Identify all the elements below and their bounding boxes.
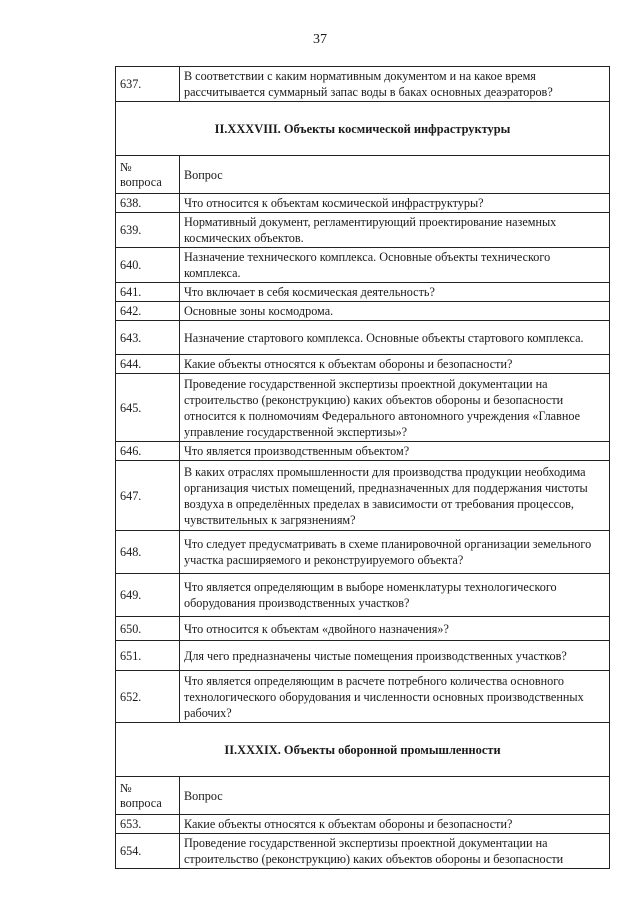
question-text: Проведение государственной экспертизы проектной документации на строительство (реконструкцию) каких объектов обороны и безопасности относится к полномочиям Федерального автономного учреждения «Главное управление государственной экспертизы»? [180, 374, 610, 442]
section-title: II.XXXVIII. Объекты космической инфраструктуры [116, 102, 610, 156]
question-number: 643. [116, 321, 180, 355]
column-header-number-line2: вопроса [120, 795, 162, 810]
question-number: 645. [116, 374, 180, 442]
column-header-question: Вопрос [180, 156, 610, 194]
table-row [116, 321, 610, 355]
table-row [116, 617, 610, 641]
question-text: Что является определяющим в расчете потребного количества основного технологического оборудования и численности основных производственных рабочих? [180, 671, 610, 723]
question-text: Назначение стартового комплекса. Основные объекты стартового комплекса. [180, 321, 610, 355]
question-number: 653. [116, 815, 180, 834]
question-number: 644. [116, 355, 180, 374]
column-header-number [116, 777, 180, 815]
question-number: 649. [116, 574, 180, 617]
questions-table [115, 66, 610, 869]
table-row [116, 302, 610, 321]
question-text: В соответствии с каким нормативным документом и на какое время рассчитывается суммарный запас воды в баках основных деаэраторов? [180, 67, 610, 102]
table-row [116, 671, 610, 723]
table-row [116, 374, 610, 442]
question-number: 650. [116, 617, 180, 641]
question-number: 637. [116, 67, 180, 102]
table-row [116, 355, 610, 374]
question-text: Что относится к объектам «двойного назначения»? [180, 617, 610, 641]
table-row [116, 834, 610, 869]
question-text: Что является определяющим в выборе номенклатуры технологического оборудования производственных участков? [180, 574, 610, 617]
question-number: 646. [116, 442, 180, 461]
question-number: 639. [116, 213, 180, 248]
table-header-row [116, 156, 610, 194]
table-row [116, 574, 610, 617]
section-heading-row [116, 723, 610, 777]
table-row [116, 283, 610, 302]
question-number: 642. [116, 302, 180, 321]
table-row [116, 531, 610, 574]
table-row [116, 67, 610, 102]
question-text: Какие объекты относятся к объектам обороны и безопасности? [180, 815, 610, 834]
column-header-question: Вопрос [180, 777, 610, 815]
table-row [116, 641, 610, 671]
question-text: В каких отраслях промышленности для производства продукции необходима организация чистых помещений, предназначенных для поддержания чистоты воздуха в определённых пределах в зависимости от требования процессов, чувствительных к загрязнениям? [180, 461, 610, 531]
question-number: 651. [116, 641, 180, 671]
question-text: Что является производственным объектом? [180, 442, 610, 461]
table-row [116, 194, 610, 213]
question-number: 641. [116, 283, 180, 302]
question-text: Проведение государственной экспертизы проектной документации на строительство (реконструкцию) каких объектов обороны и безопасности [180, 834, 610, 869]
question-number: 652. [116, 671, 180, 723]
section-heading-row [116, 102, 610, 156]
question-number: 638. [116, 194, 180, 213]
table-row [116, 213, 610, 248]
question-text: Что относится к объектам космической инфраструктуры? [180, 194, 610, 213]
column-header-number-line1: № [120, 159, 132, 174]
question-number: 647. [116, 461, 180, 531]
column-header-number-line2: вопроса [120, 174, 162, 189]
question-text: Основные зоны космодрома. [180, 302, 610, 321]
question-number: 648. [116, 531, 180, 574]
question-text: Нормативный документ, регламентирующий проектирование наземных космических объектов. [180, 213, 610, 248]
question-text: Для чего предназначены чистые помещения производственных участков? [180, 641, 610, 671]
question-text: Что следует предусматривать в схеме планировочной организации земельного участка расширяемого и реконструируемого объекта? [180, 531, 610, 574]
table-row [116, 815, 610, 834]
question-number: 654. [116, 834, 180, 869]
question-text: Назначение технического комплекса. Основные объекты технического комплекса. [180, 248, 610, 283]
question-number: 640. [116, 248, 180, 283]
table-row [116, 461, 610, 531]
question-text: Что включает в себя космическая деятельность? [180, 283, 610, 302]
section-title: II.XXXIX. Объекты оборонной промышленности [116, 723, 610, 777]
question-text: Какие объекты относятся к объектам обороны и безопасности? [180, 355, 610, 374]
column-header-number [116, 156, 180, 194]
table-row [116, 442, 610, 461]
table-header-row [116, 777, 610, 815]
table-row [116, 248, 610, 283]
column-header-number-line1: № [120, 780, 132, 795]
page-number: 37 [313, 32, 327, 47]
